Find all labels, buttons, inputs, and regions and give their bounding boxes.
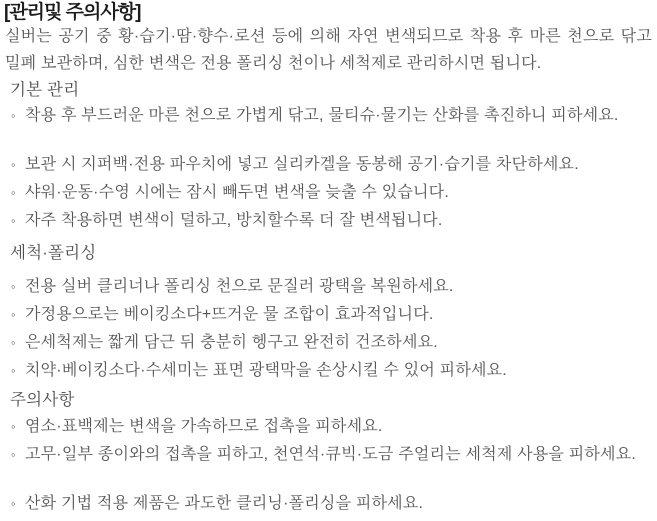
page-title: [관리및 주의사항] — [4, 2, 141, 23]
section-cleaning-polishing — [4, 243, 652, 381]
section-heading: 기본 관리 — [10, 81, 80, 99]
bullet-item — [4, 105, 652, 126]
bullet-icon: ◦ — [11, 496, 16, 511]
intro-paragraph — [5, 23, 652, 77]
bullet-icon: ◦ — [11, 335, 16, 350]
bullet-item — [4, 154, 652, 175]
bullet-text: 치약·베이킹소다·수세미는 표면 광택막을 손상시킬 수 있어 피하세요. — [25, 362, 507, 379]
bullet-item — [4, 276, 652, 297]
bullet-icon: ◦ — [11, 307, 16, 322]
bullet-text: 은세척제는 짧게 담근 뒤 충분히 헹구고 완전히 건조하세요. — [25, 334, 438, 351]
bullet-icon: ◦ — [11, 108, 16, 123]
bullet-item — [4, 444, 652, 465]
bullet-item — [4, 416, 652, 437]
bullet-text: 고무·일부 종이와의 접촉을 피하고, 천연석·큐빅·도금 주얼리는 세척제 사용을 피하세요. — [25, 446, 636, 463]
bullet-item — [4, 210, 652, 231]
bullet-item — [4, 332, 652, 353]
section-heading: 주의사항 — [10, 391, 75, 409]
bullet-icon: ◦ — [11, 279, 16, 294]
section-heading: 세척·폴리싱 — [10, 244, 97, 262]
intro-line: 실버는 공기 중 황·습기·땀·향수·로션 등에 의해 자연 변색되므로 착용 후 마른 천으로 닦고 — [5, 28, 652, 45]
section-basic-care — [4, 80, 652, 231]
bullet-item — [4, 182, 652, 203]
bullet-icon: ◦ — [11, 185, 16, 200]
bullet-icon: ◦ — [11, 213, 16, 228]
bullet-item — [4, 360, 652, 381]
bullet-icon: ◦ — [11, 363, 16, 378]
bullet-text: 전용 실버 클리너나 폴리싱 천으로 문질러 광택을 복원하세요. — [25, 278, 454, 295]
bullet-text: 산화 기법 적용 제품은 과도한 클리닝·폴리싱을 피하세요. — [25, 495, 424, 512]
bullet-item — [4, 304, 652, 325]
section-precautions — [4, 390, 652, 514]
bullet-text: 샤워·운동·수영 시에는 잠시 빼두면 변색을 늦출 수 있습니다. — [25, 184, 449, 201]
bullet-icon: ◦ — [11, 419, 16, 434]
bullet-icon: ◦ — [11, 447, 16, 462]
bullet-text: 자주 착용하면 변색이 덜하고, 방치할수록 더 잘 변색됩니다. — [25, 212, 443, 229]
bullet-text: 염소·표백제는 변색을 가속하므로 접촉을 피하세요. — [25, 418, 383, 435]
intro-line: 밀폐 보관하며, 심한 변색은 전용 폴리싱 천이나 세척제로 관리하시면 됩니다. — [5, 55, 542, 72]
bullet-text: 보관 시 지퍼백·전용 파우치에 넣고 실리카겔을 동봉해 공기·습기를 차단하세요. — [25, 156, 579, 173]
bullet-text: 가정용으로는 베이킹소다+뜨거운 물 조합이 효과적입니다. — [25, 306, 434, 323]
bullet-item — [4, 493, 652, 514]
bullet-icon: ◦ — [11, 157, 16, 172]
bullet-text: 착용 후 부드러운 마른 천으로 가볍게 닦고, 물티슈·물기는 산화를 촉진하니 피하세요. — [25, 107, 619, 124]
